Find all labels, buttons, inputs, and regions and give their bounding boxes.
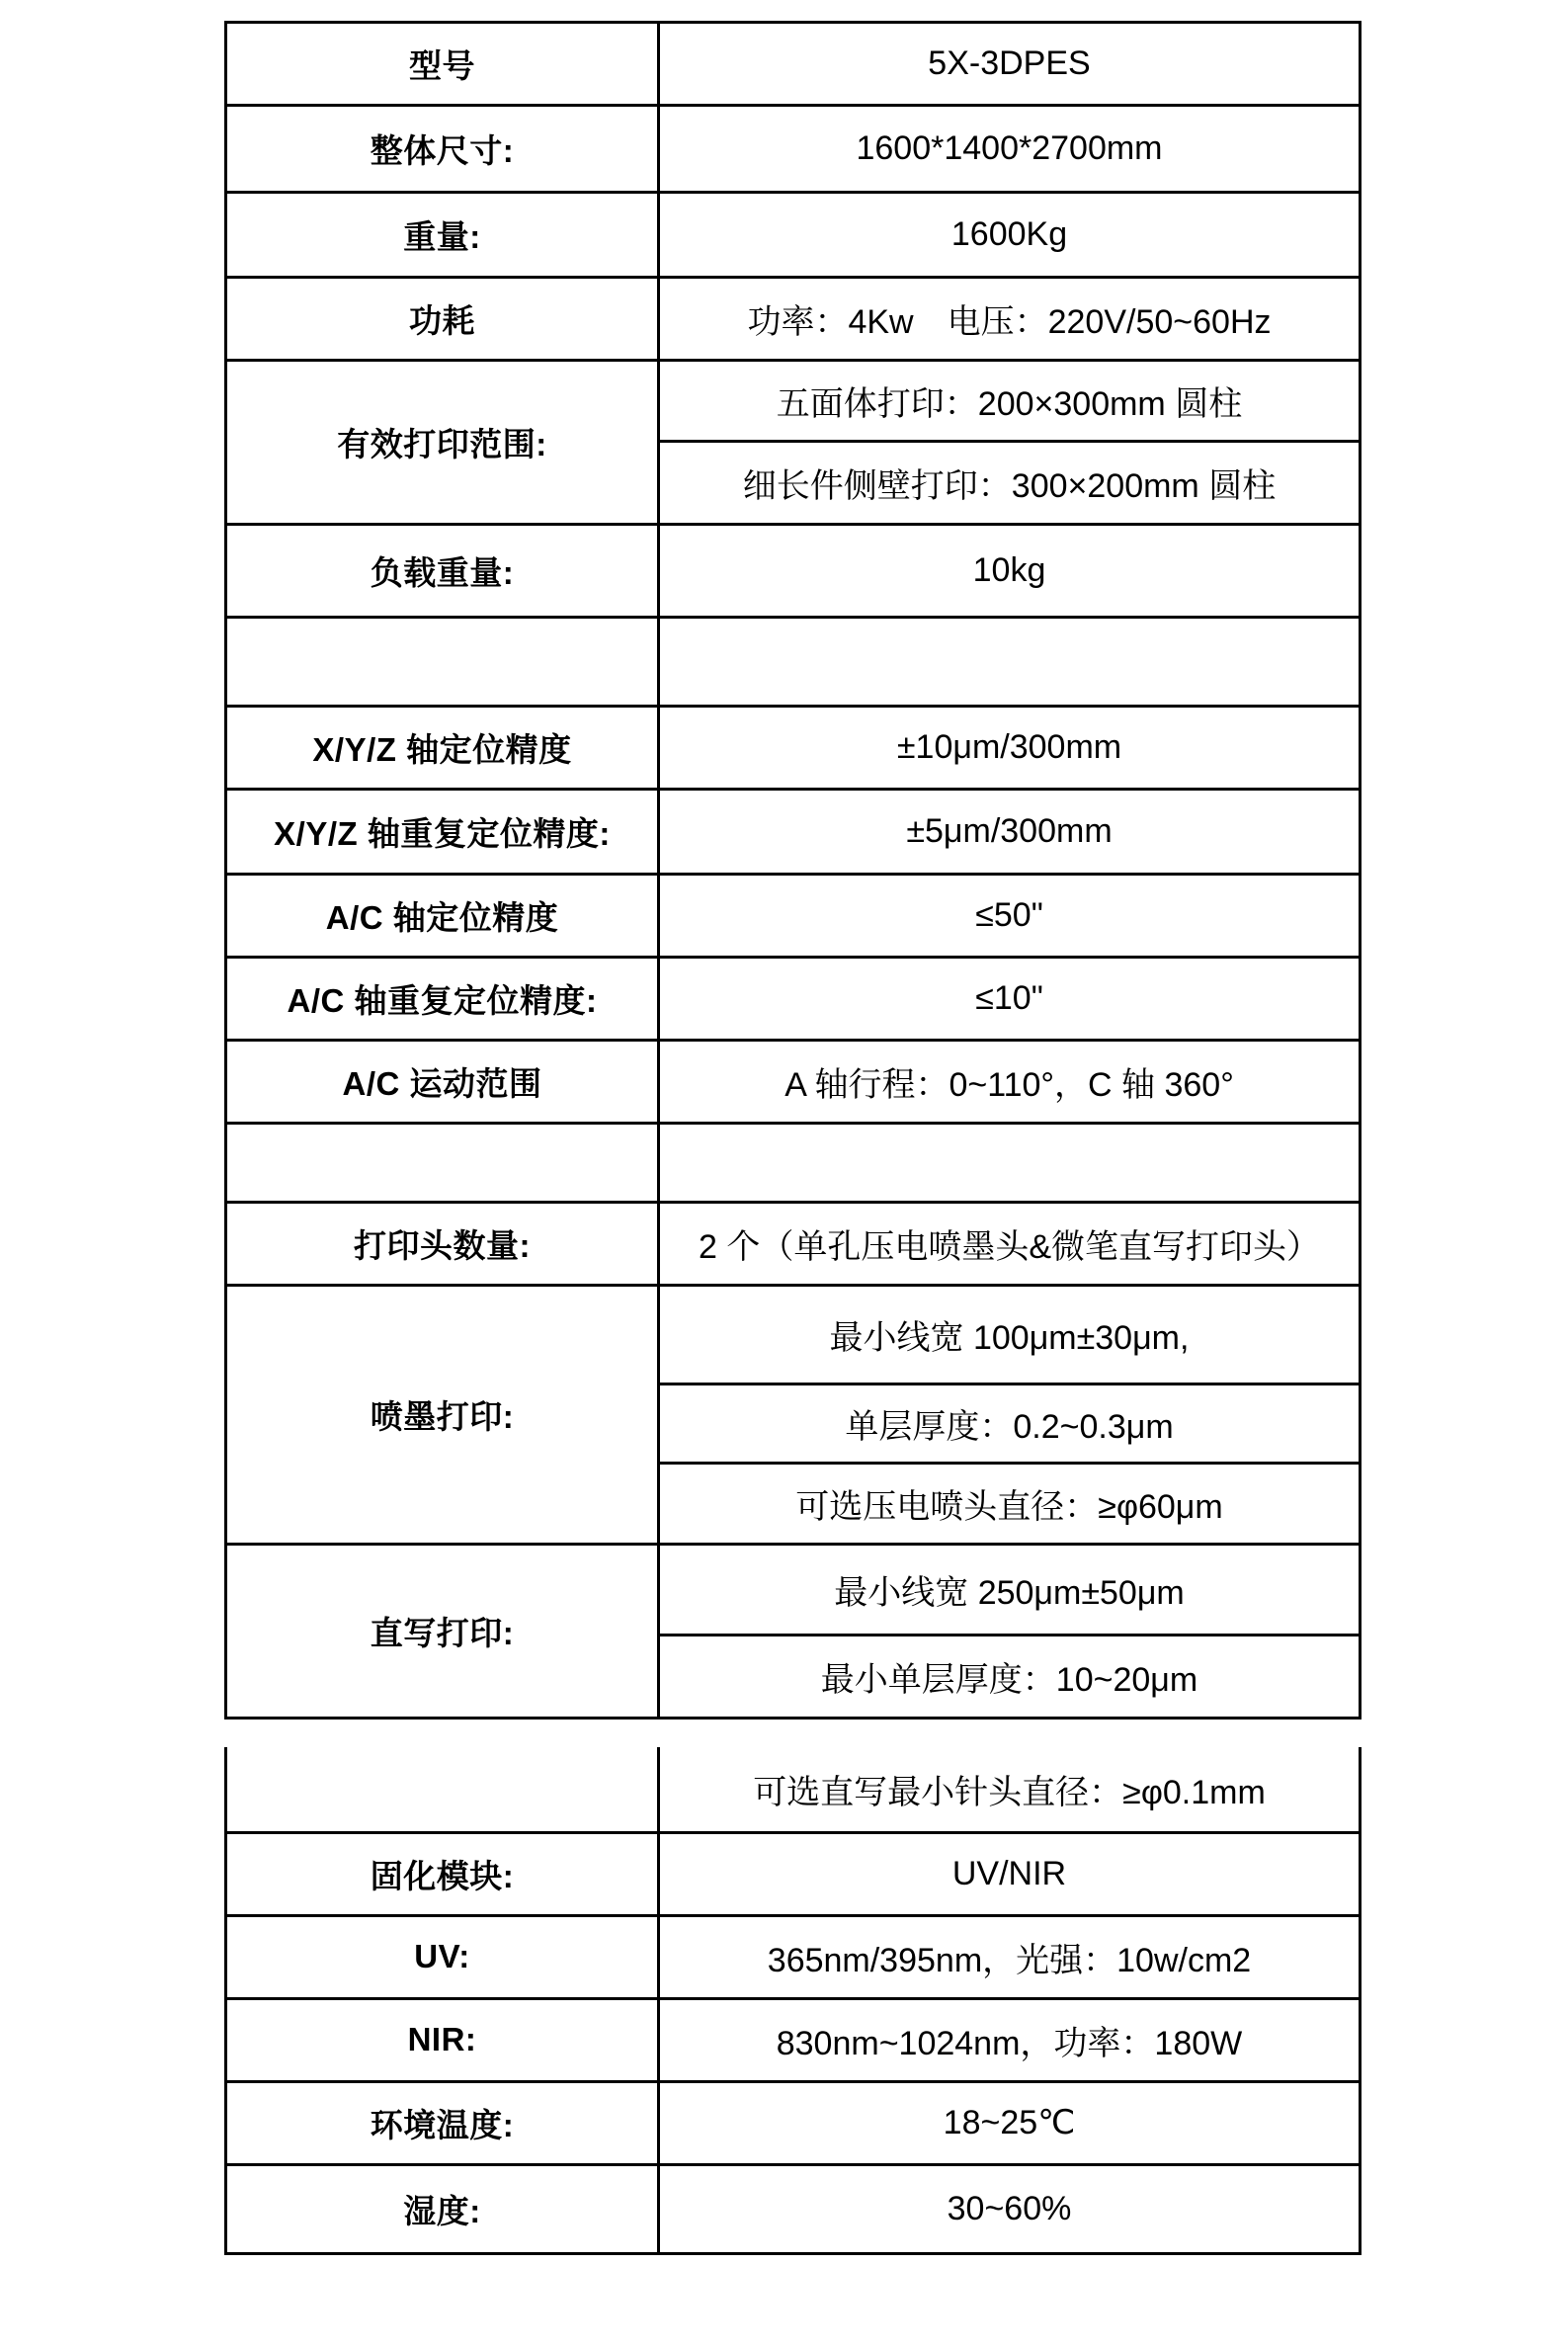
spec-label: 固化模块: [226, 1832, 659, 1915]
row-ac-positioning-accuracy [226, 875, 1361, 958]
row-needle-diameter [226, 1747, 1361, 1832]
spec-label: 负载重量: [226, 525, 659, 618]
spec-label: NIR: [226, 1998, 659, 2081]
spec-value: 功率：4Kw 电压：220V/50~60Hz [659, 278, 1361, 361]
spec-label: X/Y/Z 轴定位精度 [226, 707, 659, 790]
spec-value: ±5μm/300mm [659, 790, 1361, 875]
spec-value: 单层厚度：0.2~0.3μm [659, 1384, 1361, 1464]
spec-value: 可选直写最小针头直径：≥φ0.1mm [659, 1747, 1361, 1832]
spec-label: UV: [226, 1915, 659, 1998]
spec-value-empty [659, 1124, 1361, 1203]
spec-value: 365nm/395nm，光强：10w/cm2 [659, 1915, 1361, 1998]
row-print-range-1 [226, 361, 1361, 442]
spec-value: 1600*1400*2700mm [659, 106, 1361, 193]
spec-value: 18~25℃ [659, 2081, 1361, 2164]
spec-value: ±10μm/300mm [659, 707, 1361, 790]
row-overall-size [226, 106, 1361, 193]
spec-value: 细长件侧壁打印：300×200mm 圆柱 [659, 442, 1361, 525]
row-humidity [226, 2164, 1361, 2253]
spec-label: 整体尺寸: [226, 106, 659, 193]
row-load-weight [226, 525, 1361, 618]
spec-value: 5X-3DPES [659, 23, 1361, 106]
spec-sheet [224, 21, 1359, 2255]
spec-label: 功耗 [226, 278, 659, 361]
row-inkjet-1 [226, 1286, 1361, 1384]
spec-value: 830nm~1024nm，功率：180W [659, 1998, 1361, 2081]
row-empty-2 [226, 1124, 1361, 1203]
row-power [226, 278, 1361, 361]
spec-value: 最小单层厚度：10~20μm [659, 1636, 1361, 1719]
spec-value: 可选压电喷头直径：≥φ60μm [659, 1464, 1361, 1545]
spec-table-upper [224, 21, 1362, 1720]
row-ac-repeat-accuracy [226, 958, 1361, 1041]
spec-label-empty [226, 618, 659, 707]
spec-label: 直写打印: [226, 1545, 659, 1719]
row-direct-write-1 [226, 1545, 1361, 1636]
row-xyz-repeat-accuracy [226, 790, 1361, 875]
spec-value: 30~60% [659, 2164, 1361, 2253]
spec-value: A 轴行程：0~110°，C 轴 360° [659, 1041, 1361, 1124]
spec-value: UV/NIR [659, 1832, 1361, 1915]
row-ambient-temperature [226, 2081, 1361, 2164]
row-curing-module [226, 1832, 1361, 1915]
row-nir [226, 1998, 1361, 2081]
spec-label: 喷墨打印: [226, 1286, 659, 1545]
spec-value: 五面体打印：200×300mm 圆柱 [659, 361, 1361, 442]
spec-value: 2 个（单孔压电喷墨头&微笔直写打印头） [659, 1203, 1361, 1286]
spec-label: A/C 轴定位精度 [226, 875, 659, 958]
spec-label: 湿度: [226, 2164, 659, 2253]
spec-label: X/Y/Z 轴重复定位精度: [226, 790, 659, 875]
spec-value: 1600Kg [659, 193, 1361, 278]
spec-label: 型号 [226, 23, 659, 106]
spec-label: 重量: [226, 193, 659, 278]
row-empty-1 [226, 618, 1361, 707]
spec-value: 最小线宽 100μm±30μm, [659, 1286, 1361, 1384]
spec-value: 最小线宽 250μm±50μm [659, 1545, 1361, 1636]
spec-table-lower [224, 1747, 1362, 2255]
spec-label-empty [226, 1747, 659, 1832]
row-uv [226, 1915, 1361, 1998]
row-model [226, 23, 1361, 106]
spec-label: 有效打印范围: [226, 361, 659, 525]
spec-value: ≤10" [659, 958, 1361, 1041]
spec-label: A/C 轴重复定位精度: [226, 958, 659, 1041]
row-weight [226, 193, 1361, 278]
row-printhead-count [226, 1203, 1361, 1286]
spec-label: 打印头数量: [226, 1203, 659, 1286]
spec-value: ≤50" [659, 875, 1361, 958]
spec-value: 10kg [659, 525, 1361, 618]
spec-label: 环境温度: [226, 2081, 659, 2164]
spec-label: A/C 运动范围 [226, 1041, 659, 1124]
row-xyz-positioning-accuracy [226, 707, 1361, 790]
spec-value-empty [659, 618, 1361, 707]
spec-label-empty [226, 1124, 659, 1203]
row-ac-motion-range [226, 1041, 1361, 1124]
